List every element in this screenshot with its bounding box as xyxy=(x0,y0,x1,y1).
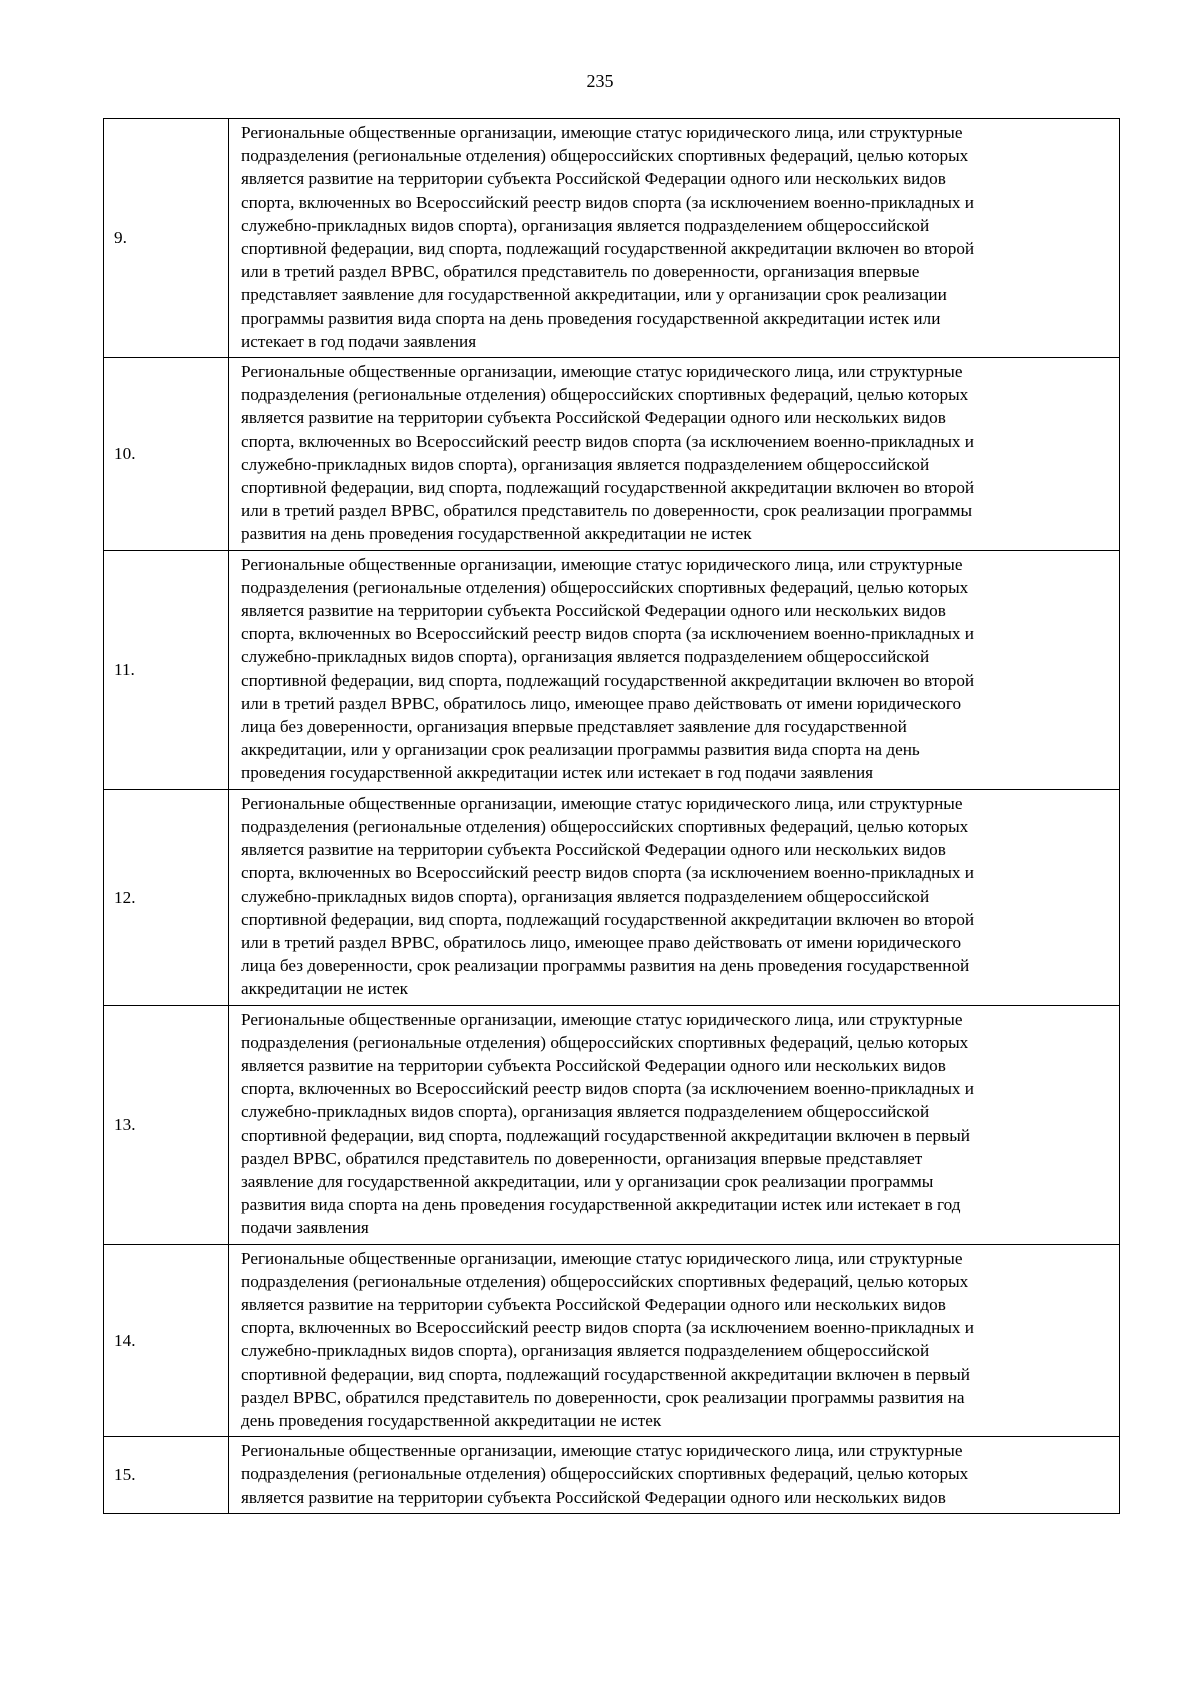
description-line: служебно-прикладных видов спорта), организация является подразделением общероссийской xyxy=(241,1102,930,1122)
description-line: подразделения (региональные отделения) общероссийских спортивных федераций, целью которых xyxy=(241,385,969,405)
description-line: или в третий раздел ВРВС, обратилось лицо, имеющее право действовать от имени юридического xyxy=(241,932,962,952)
description-line: спорта, включенных во Всероссийский реестр видов спорта (за исключением военно-прикладных и xyxy=(241,624,974,644)
description-line: является развитие на территории субъекта Российской Федерации одного или нескольких видов xyxy=(241,1487,946,1507)
description-line: день проведения государственной аккредитации не истек xyxy=(241,1410,662,1430)
description-line: является развитие на территории субъекта Российской Федерации одного или нескольких видов xyxy=(241,601,946,621)
table-row xyxy=(104,1437,1120,1514)
description-line: спорта, включенных во Всероссийский реестр видов спорта (за исключением военно-прикладных и xyxy=(241,192,974,212)
description-line: служебно-прикладных видов спорта), организация является подразделением общероссийской xyxy=(241,1341,930,1361)
row-description xyxy=(229,1437,1120,1514)
row-number: 12. xyxy=(104,789,229,1005)
row-description xyxy=(229,550,1120,789)
description-line: спорта, включенных во Всероссийский реестр видов спорта (за исключением военно-прикладных и xyxy=(241,1318,974,1338)
row-description xyxy=(229,1005,1120,1244)
table-row xyxy=(104,550,1120,789)
row-number: 11. xyxy=(104,550,229,789)
row-description xyxy=(229,1244,1120,1437)
table-row xyxy=(104,1005,1120,1244)
description-line: спортивной федерации, вид спорта, подлежащий государственной аккредитации включен в первый xyxy=(241,1364,970,1384)
description-line: спорта, включенных во Всероссийский реестр видов спорта (за исключением военно-прикладных и xyxy=(241,863,974,883)
description-line: Региональные общественные организации, имеющие статус юридического лица, или структурные xyxy=(241,362,963,382)
description-line: развития вида спорта на день проведения государственной аккредитации истек или истекает в год xyxy=(241,1195,961,1215)
description-line: подразделения (региональные отделения) общероссийских спортивных федераций, целью которых xyxy=(241,1464,969,1484)
description-line: подразделения (региональные отделения) общероссийских спортивных федераций, целью которых xyxy=(241,146,969,166)
description-line: раздел ВРВС, обратился представитель по доверенности, срок реализации программы развития на xyxy=(241,1387,965,1407)
description-line: спорта, включенных во Всероссийский реестр видов спорта (за исключением военно-прикладных и xyxy=(241,431,974,451)
description-line: является развитие на территории субъекта Российской Федерации одного или нескольких видов xyxy=(241,1294,946,1314)
description-line: спортивной федерации, вид спорта, подлежащий государственной аккредитации включен во второй xyxy=(241,239,975,259)
table-row xyxy=(104,1244,1120,1437)
row-description xyxy=(229,789,1120,1005)
description-line: подразделения (региональные отделения) общероссийских спортивных федераций, целью которых xyxy=(241,1271,969,1291)
row-number: 9. xyxy=(104,119,229,358)
table-row xyxy=(104,119,1120,358)
description-line: представляет заявление для государственной аккредитации, или у организации срок реализации xyxy=(241,285,947,305)
table-row xyxy=(104,789,1120,1005)
row-number: 10. xyxy=(104,358,229,551)
description-line: служебно-прикладных видов спорта), организация является подразделением общероссийской xyxy=(241,454,930,474)
description-line: лица без доверенности, организация впервые представляет заявление для государственной xyxy=(241,717,907,737)
description-line: лица без доверенности, срок реализации программы развития на день проведения государственной xyxy=(241,956,970,976)
description-line: Региональные общественные организации, имеющие статус юридического лица, или структурные xyxy=(241,1248,963,1268)
table-row xyxy=(104,358,1120,551)
description-line: Региональные общественные организации, имеющие статус юридического лица, или структурные xyxy=(241,1441,963,1461)
description-line: подачи заявления xyxy=(241,1218,369,1238)
row-description xyxy=(229,119,1120,358)
description-line: спортивной федерации, вид спорта, подлежащий государственной аккредитации включен во второй xyxy=(241,909,975,929)
row-number: 15. xyxy=(104,1437,229,1514)
description-line: является развитие на территории субъекта Российской Федерации одного или нескольких видов xyxy=(241,169,946,189)
description-line: спорта, включенных во Всероссийский реестр видов спорта (за исключением военно-прикладных и xyxy=(241,1079,974,1099)
description-line: развития на день проведения государственной аккредитации не истек xyxy=(241,524,752,544)
description-line: подразделения (региональные отделения) общероссийских спортивных федераций, целью которых xyxy=(241,816,969,836)
description-line: истекает в год подачи заявления xyxy=(241,331,477,351)
description-line: подразделения (региональные отделения) общероссийских спортивных федераций, целью которых xyxy=(241,577,969,597)
table-body xyxy=(104,119,1120,1514)
description-line: является развитие на территории субъекта Российской Федерации одного или нескольких видов xyxy=(241,840,946,860)
description-line: спортивной федерации, вид спорта, подлежащий государственной аккредитации включен во второй xyxy=(241,670,975,690)
services-table xyxy=(103,118,1120,1514)
row-number: 13. xyxy=(104,1005,229,1244)
description-line: аккредитации, или у организации срок реализации программы развития вида спорта на день xyxy=(241,740,920,760)
description-line: Региональные общественные организации, имеющие статус юридического лица, или структурные xyxy=(241,554,963,574)
description-line: является развитие на территории субъекта Российской Федерации одного или нескольких видов xyxy=(241,408,946,428)
description-line: аккредитации не истек xyxy=(241,979,408,999)
description-line: спортивной федерации, вид спорта, подлежащий государственной аккредитации включен в первый xyxy=(241,1125,970,1145)
row-number: 14. xyxy=(104,1244,229,1437)
description-line: служебно-прикладных видов спорта), организация является подразделением общероссийской xyxy=(241,886,930,906)
description-line: Региональные общественные организации, имеющие статус юридического лица, или структурные xyxy=(241,123,963,142)
description-line: или в третий раздел ВРВС, обратился представитель по доверенности, организация впервые xyxy=(241,262,920,282)
page-number: 235 xyxy=(586,71,614,91)
description-line: служебно-прикладных видов спорта), организация является подразделением общероссийской xyxy=(241,215,930,235)
description-line: подразделения (региональные отделения) общероссийских спортивных федераций, целью которых xyxy=(241,1032,969,1052)
description-line: раздел ВРВС, обратился представитель по доверенности, организация впервые представляет xyxy=(241,1148,923,1168)
description-line: является развитие на территории субъекта Российской Федерации одного или нескольких видов xyxy=(241,1055,946,1075)
row-description xyxy=(229,358,1120,551)
description-line: заявление для государственной аккредитации, или у организации срок реализации программы xyxy=(241,1171,934,1191)
description-line: Региональные общественные организации, имеющие статус юридического лица, или структурные xyxy=(241,793,963,813)
description-line: программы развития вида спорта на день проведения государственной аккредитации истек или xyxy=(241,308,941,328)
description-line: спортивной федерации, вид спорта, подлежащий государственной аккредитации включен во второй xyxy=(241,478,975,498)
description-line: Региональные общественные организации, имеющие статус юридического лица, или структурные xyxy=(241,1009,963,1029)
description-line: проведения государственной аккредитации истек или истекает в год подачи заявления xyxy=(241,763,874,783)
description-line: служебно-прикладных видов спорта), организация является подразделением общероссийской xyxy=(241,647,930,667)
description-line: или в третий раздел ВРВС, обратилось лицо, имеющее право действовать от имени юридического xyxy=(241,693,962,713)
description-line: или в третий раздел ВРВС, обратился представитель по доверенности, срок реализации программы xyxy=(241,501,972,521)
